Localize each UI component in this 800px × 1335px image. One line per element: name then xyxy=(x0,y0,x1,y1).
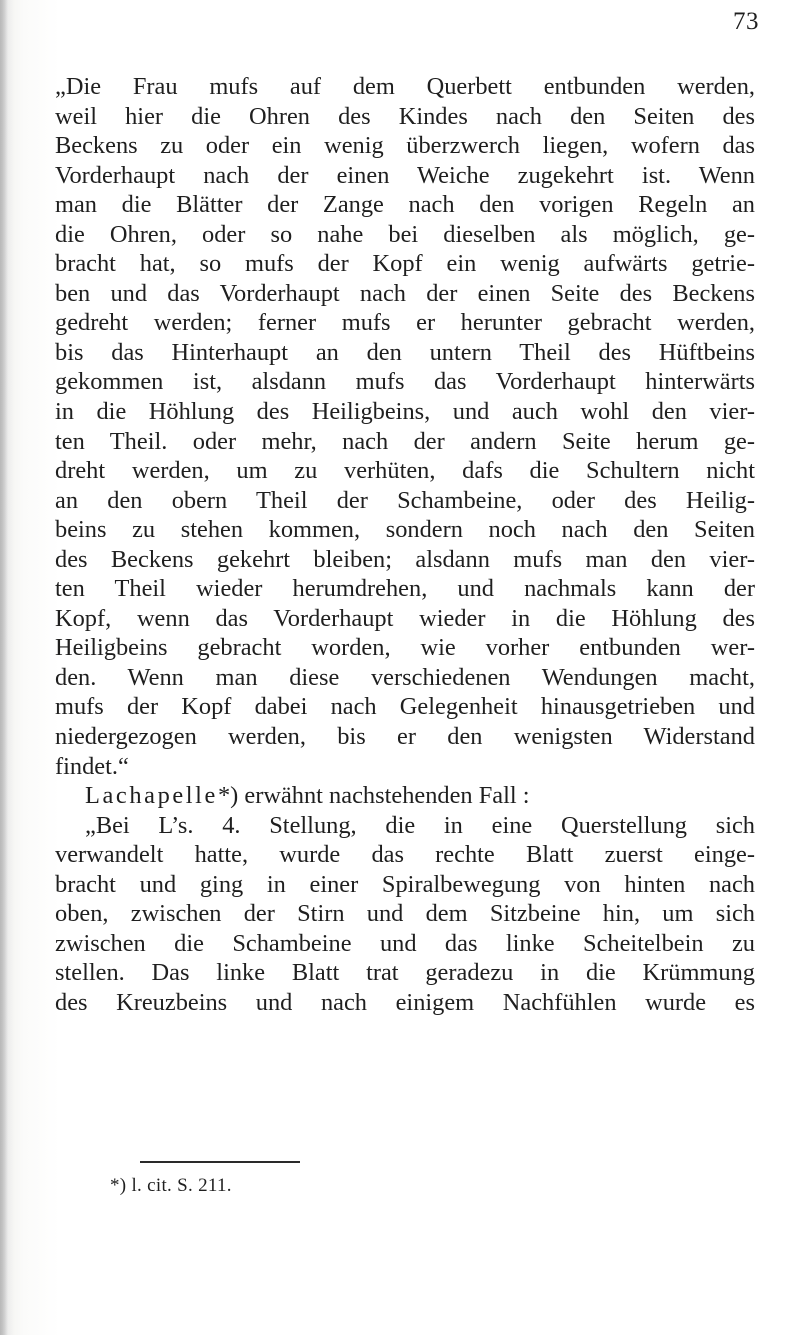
text-line: man die Blätter der Zange nach den vorigen Regeln an xyxy=(55,191,755,219)
text-line: verwandelt hatte, wurde das rechte Blatt zuerst einge- xyxy=(55,841,755,869)
lachapelle-line xyxy=(55,781,755,811)
text-line: bracht hat, so mufs der Kopf ein wenig aufwärts getrie- xyxy=(55,250,755,278)
text-line: den. Wenn man diese verschiedenen Wendungen macht, xyxy=(55,663,755,691)
text-line: dreht werden, um zu verhüten, dafs die Schultern nicht xyxy=(55,457,755,485)
text-line: niedergezogen werden, bis er den wenigsten Widerstand xyxy=(55,723,755,751)
text-line: stellen. Das linke Blatt trat geradezu in die Krümmung xyxy=(55,959,755,987)
text-line: mufs der Kopf dabei nach Gelegenheit hinausgetrieben und xyxy=(55,693,755,721)
lachapelle-text: *) erwähnt nachstehenden Fall : xyxy=(217,782,530,810)
text-line: des Kreuzbeins und nach einigem Nachfühlen wurde es xyxy=(55,988,755,1016)
text-line: „Die Frau mufs auf dem Querbett entbunden werden, xyxy=(55,73,755,100)
footnote-divider xyxy=(140,1161,300,1163)
text-line: des Beckens gekehrt bleiben; alsdann mufs man den vier- xyxy=(55,545,755,573)
text-line: bis das Hinterhaupt an den untern Theil des Hüftbeins xyxy=(55,338,755,366)
text-line: findet.“ xyxy=(55,752,129,780)
text-line: ben und das Vorderhaupt nach der einen Seite des Beckens xyxy=(55,279,755,307)
text-line: in die Höhlung des Heiligbeins, und auch wohl den vier- xyxy=(55,398,755,426)
text-line: Heiligbeins gebracht worden, wie vorher entbunden wer- xyxy=(55,634,755,662)
text-line: gekommen ist, alsdann mufs das Vorderhaupt hinterwärts xyxy=(55,368,755,396)
text-line: zwischen die Schambeine und das linke Scheitelbein zu xyxy=(55,929,755,957)
text-line: an den obern Theil der Schambeine, oder des Heilig- xyxy=(55,486,755,514)
text-line: oben, zwischen der Stirn und dem Sitzbeine hin, um sich xyxy=(55,900,755,928)
spine-shadow xyxy=(0,0,8,1335)
text-line: gedreht werden; ferner mufs er herunter gebracht werden, xyxy=(55,309,755,337)
text-line: beins zu stehen kommen, sondern noch nach den Seiten xyxy=(55,516,755,544)
text-line: „Bei L’s. 4. Stellung, die in eine Querstellung sich xyxy=(85,811,755,839)
text-line: Kopf, wenn das Vorderhaupt wieder in die Höhlung des xyxy=(55,604,755,632)
text-line: ten Theil wieder herumdrehen, und nachmals kann der xyxy=(55,575,755,603)
footnote: *) l. cit. S. 211. xyxy=(110,1175,232,1196)
text-line: Beckens zu oder ein wenig überzwerch liegen, wofern das xyxy=(55,132,755,160)
text-line: weil hier die Ohren des Kindes nach den Seiten des xyxy=(55,102,755,130)
text-line: ten Theil. oder mehr, nach der andern Seite herum ge- xyxy=(55,427,755,455)
author-name: Lachapelle xyxy=(85,782,218,810)
text-line: Vorderhaupt nach der einen Weiche zugekehrt ist. Wenn xyxy=(55,161,755,189)
body-text xyxy=(55,72,755,1018)
text-line: die Ohren, oder so nahe bei dieselben als möglich, ge- xyxy=(55,220,755,248)
page-number: 73 xyxy=(733,8,759,35)
text-line: bracht und ging in einer Spiralbewegung von hinten nach xyxy=(55,870,755,898)
